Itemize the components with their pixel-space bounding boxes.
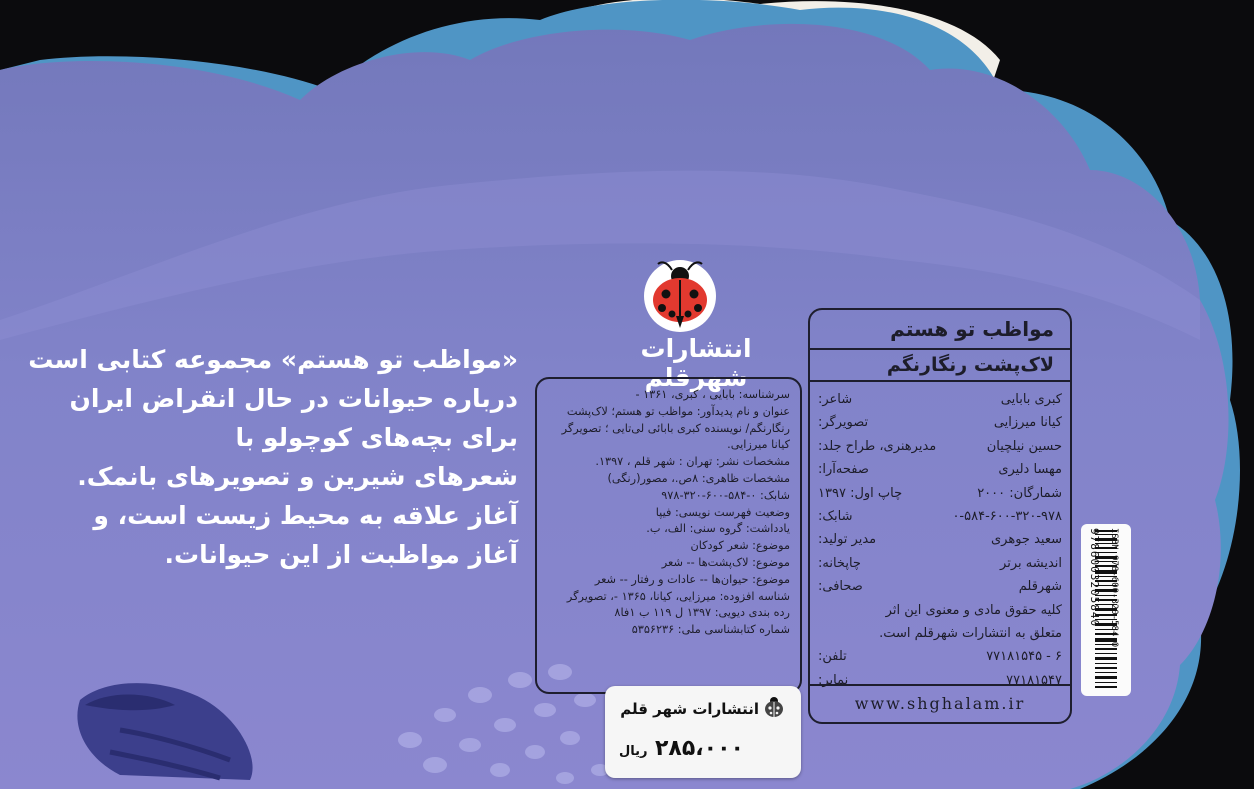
description-line: آغاز مواظبت از این حیوانات.: [164, 540, 518, 569]
price-value: ۲۸۵،۰۰۰: [655, 736, 744, 761]
phone-label: تلفن:: [818, 649, 847, 665]
catalog-line: موضوع: لاک‌پشت‌ها -- شعر: [661, 555, 790, 569]
sticker-publisher-name: انتشارات شهر قلم: [620, 700, 759, 718]
fax-label: نمابر:: [818, 672, 849, 688]
cataloguing-box: [535, 377, 802, 694]
credit-row-layout: [818, 458, 1062, 481]
description-line: آغاز علاقه به محیط زیست است، و: [93, 501, 518, 530]
credit-label: چاپخانه:: [818, 555, 861, 571]
catalog-line: مشخصات ظاهری: ۸ص.، مصور(رنگی): [607, 471, 790, 485]
credits-list: [810, 382, 1070, 692]
publisher-name: انتشارات شهرقلم: [640, 334, 752, 392]
catalog-line: شناسه افزوده: میرزایی، کیانا، ۱۳۶۵ -، تصویرگر: [566, 589, 790, 603]
fax-value: ۷۷۱۸۱۵۴۷: [1006, 672, 1062, 688]
credit-label: شابک:: [818, 509, 853, 525]
credit-value: ۰-۵۸۴-۶۰۰-۳۲۰-۹۷۸: [952, 509, 1062, 525]
credit-value: شهرقلم: [1018, 579, 1062, 595]
catalog-line: رنگارنگم/ نویسنده کبری بابائی لی‌تایی ؛ تصویرگر: [561, 421, 790, 435]
book-title: مواظب تو هستم: [810, 310, 1070, 350]
catalog-line: موضوع: شعر کودکان: [690, 539, 790, 553]
credit-value: کیانا میرزایی: [993, 415, 1062, 431]
credit-row-production: [818, 528, 1062, 551]
catalog-line: سرشناسه: بابایی ، کبری، ۱۳۶۱ -: [635, 388, 790, 401]
credit-label: مدیر تولید:: [818, 532, 877, 548]
description-line: شعرهای شیرین و تصویرهای بانمک.: [77, 462, 518, 491]
isbn-label: ISBN 978-600-320-584-0: [1109, 528, 1119, 648]
catalog-line: موضوع: حیوان‌ها -- عادات و رفتار -- شعر: [594, 572, 790, 586]
rights-notice: متعلق به انتشارات شهرقلم است.: [879, 626, 1062, 642]
website-url: www.shghalam.ir: [810, 684, 1070, 722]
credit-row-poet: [818, 388, 1062, 411]
description-line: برای بچه‌های کوچولو با: [235, 423, 518, 452]
barcode-digits: 9786003205840: [1088, 528, 1101, 628]
price-sticker: [605, 686, 801, 778]
credit-value: مهسا دلیری: [998, 462, 1062, 478]
credit-label: شاعر:: [818, 392, 853, 407]
credit-row-edition: [818, 482, 1062, 505]
credit-value: کبری بابایی: [1000, 392, 1062, 407]
catalog-line: شماره کتابشناسی ملی: ۵۳۵۶۲۳۶: [631, 623, 790, 637]
price-currency: ریال: [619, 744, 648, 759]
credit-value: حسین نیلچیان: [986, 438, 1062, 454]
catalog-line: مشخصات نشر: تهران : شهر قلم ، ۱۳۹۷.: [595, 455, 790, 469]
credit-label: چاپ اول: ۱۳۹۷: [818, 485, 903, 501]
credits-box: [808, 308, 1072, 724]
description-line: درباره حیوانات در حال انقراض ایران: [69, 384, 518, 413]
credit-row-printer: [818, 552, 1062, 575]
credit-value: اندیشه برتر: [1000, 555, 1062, 571]
credit-label: صفحه‌آرا:: [818, 462, 869, 478]
catalog-line: کیانا میرزایی.: [727, 438, 790, 452]
credit-row-binding: [818, 575, 1062, 598]
catalog-line: عنوان و نام پدیدآور: مواظب تو هستم؛ لاک‌پشت: [566, 404, 790, 418]
credit-row-isbn: [818, 505, 1062, 528]
catalog-line: شابک: ۰-۵۸۴-۶۰۰-۳۲۰-۹۷۸: [661, 488, 790, 502]
credit-label: تصویرگر:: [818, 415, 869, 431]
ladybug-icon: [636, 256, 756, 336]
phone-row: [818, 645, 1062, 668]
catalog-line: رده بندی دیویی: ۱۳۹۷ ل ۱۱۹ ب ۱فا۸: [614, 606, 790, 620]
credit-value: شمارگان: ۲۰۰۰: [977, 485, 1062, 501]
rights-notice: کلیه حقوق مادی و معنوی این اثر: [885, 602, 1062, 618]
credit-row-art-director: [818, 435, 1062, 458]
catalog-line: یادداشت: گروه سنی: الف، ب.: [646, 522, 790, 536]
description-line: «مواظب تو هستم» مجموعه کتابی است: [28, 345, 518, 374]
book-description: [28, 340, 518, 574]
ladybug-icon: [761, 694, 787, 720]
credit-label: صحافی:: [818, 579, 863, 595]
credit-value: سعید جوهری: [991, 532, 1062, 548]
isbn-barcode: [1081, 524, 1131, 696]
book-subtitle: لاک‌پشت رنگارنگم: [810, 350, 1070, 382]
credit-label: مدیرهنری، طراح جلد:: [818, 438, 937, 454]
phone-value: ۶ - ۷۷۱۸۱۵۴۵: [986, 649, 1062, 665]
publisher-logo: [596, 254, 796, 392]
credit-row-illustrator: [818, 411, 1062, 434]
catalog-line: وضعیت فهرست نویسی: فیپا: [655, 505, 790, 519]
